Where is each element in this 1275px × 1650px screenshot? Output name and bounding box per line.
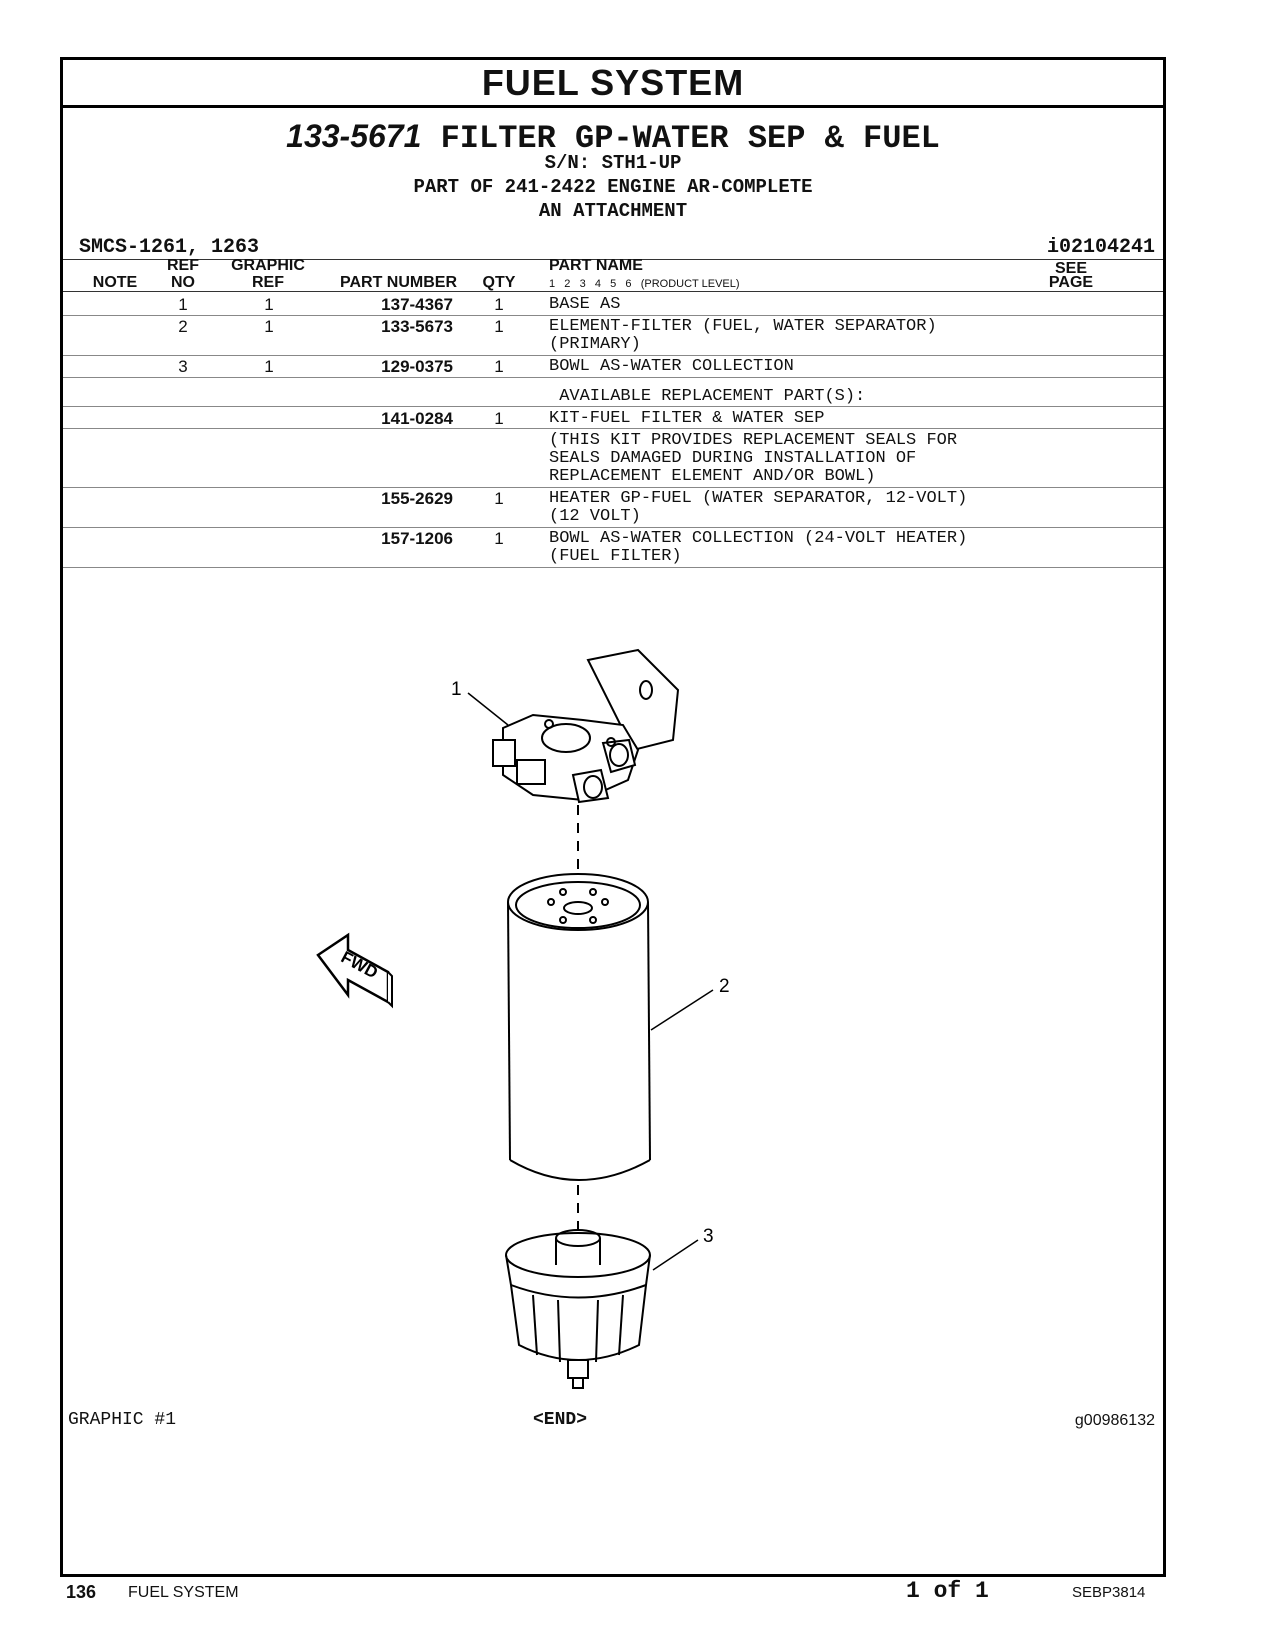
row-qty: 1 — [494, 295, 504, 314]
row-part-number: 133-5673 — [381, 317, 453, 336]
group-name: FILTER GP-WATER SEP & FUEL — [440, 120, 940, 157]
document-ident: i02104241 — [1046, 236, 1155, 259]
row-ref: 2 — [178, 317, 188, 336]
exploded-view-illustration — [63, 60, 1163, 1574]
row-qty: 1 — [494, 489, 504, 508]
filter-element-drawing — [508, 874, 650, 1180]
header-qty: QTY — [482, 274, 516, 291]
row-part-name: ELEMENT-FILTER (FUEL, WATER SEPARATOR) (PRIMARY) — [549, 317, 937, 354]
row-part-number: 157-1206 — [381, 529, 453, 548]
header-product-level: 1 2 3 4 5 6 (PRODUCT LEVEL) — [549, 278, 740, 290]
row-graphic-ref: 1 — [264, 295, 274, 314]
section-title: FUEL SYSTEM — [63, 60, 1163, 108]
row-part-name: AVAILABLE REPLACEMENT PART(S): — [549, 387, 866, 406]
row-ref: 3 — [178, 357, 188, 376]
row-part-number: 129-0375 — [381, 357, 453, 376]
doc-id: SEBP3814 — [1072, 1584, 1146, 1601]
row-part-name: (THIS KIT PROVIDES REPLACEMENT SEALS FOR SEALS DAMAGED DURING INSTALLATION OF REPLACEMENT ELEMENT AND/OR BOWL) — [549, 431, 958, 486]
end-marker: <END> — [533, 1410, 588, 1430]
callout-1: 1 — [451, 679, 462, 700]
row-graphic-ref: 1 — [264, 317, 274, 336]
graphic-id: g00986132 — [1074, 1412, 1155, 1429]
water-bowl-drawing — [506, 1230, 650, 1388]
header-ref-no-1: REF — [167, 257, 199, 274]
row-part-name: BOWL AS-WATER COLLECTION — [549, 357, 794, 376]
row-qty: 1 — [494, 357, 504, 376]
smcs-codes: SMCS-1261, 1263 — [79, 236, 260, 259]
base-assembly-drawing — [493, 650, 678, 802]
row-part-name: BOWL AS-WATER COLLECTION (24-VOLT HEATER) (FUEL FILTER) — [549, 529, 968, 566]
header-graphic-ref-1: GRAPHIC — [231, 257, 305, 274]
header-ref-no-2: NO — [171, 274, 195, 291]
row-part-number: 137-4367 — [381, 295, 453, 314]
row-part-name: BASE AS — [549, 295, 621, 314]
row-part-number: 141-0284 — [381, 409, 453, 428]
row-part-name: KIT-FUEL FILTER & WATER SEP — [549, 409, 825, 428]
attachment-note: AN ATTACHMENT — [538, 200, 688, 222]
row-part-name: HEATER GP-FUEL (WATER SEPARATOR, 12-VOLT) (12 VOLT) — [549, 489, 968, 526]
page-number: 136 — [66, 1582, 97, 1602]
header-graphic-ref-2: REF — [252, 274, 284, 291]
part-of: PART OF 241-2422 ENGINE AR-COMPLETE — [413, 176, 813, 198]
graphic-label: GRAPHIC #1 — [68, 1410, 177, 1430]
callout-2: 2 — [719, 976, 730, 997]
group-part-number: 133-5671 — [286, 118, 422, 154]
row-graphic-ref: 1 — [264, 357, 274, 376]
header-part-name: PART NAME — [549, 257, 643, 274]
footer-section: FUEL SYSTEM — [128, 1584, 239, 1601]
row-part-number: 155-2629 — [381, 489, 453, 508]
row-qty: 1 — [494, 529, 504, 548]
page-frame — [60, 57, 1166, 1577]
callout-3: 3 — [703, 1226, 714, 1247]
serial-number: S/N: STH1-UP — [544, 152, 682, 174]
fwd-label: FWD — [337, 947, 382, 983]
page-of: 1 of 1 — [906, 1578, 989, 1604]
row-ref: 1 — [178, 295, 188, 314]
header-see-page-1: SEE — [1054, 260, 1087, 277]
row-qty: 1 — [494, 409, 504, 428]
header-see-page-2: PAGE — [1048, 274, 1094, 291]
header-part-number: PART NUMBER — [339, 274, 457, 291]
header-note: NOTE — [92, 274, 138, 291]
row-qty: 1 — [494, 317, 504, 336]
